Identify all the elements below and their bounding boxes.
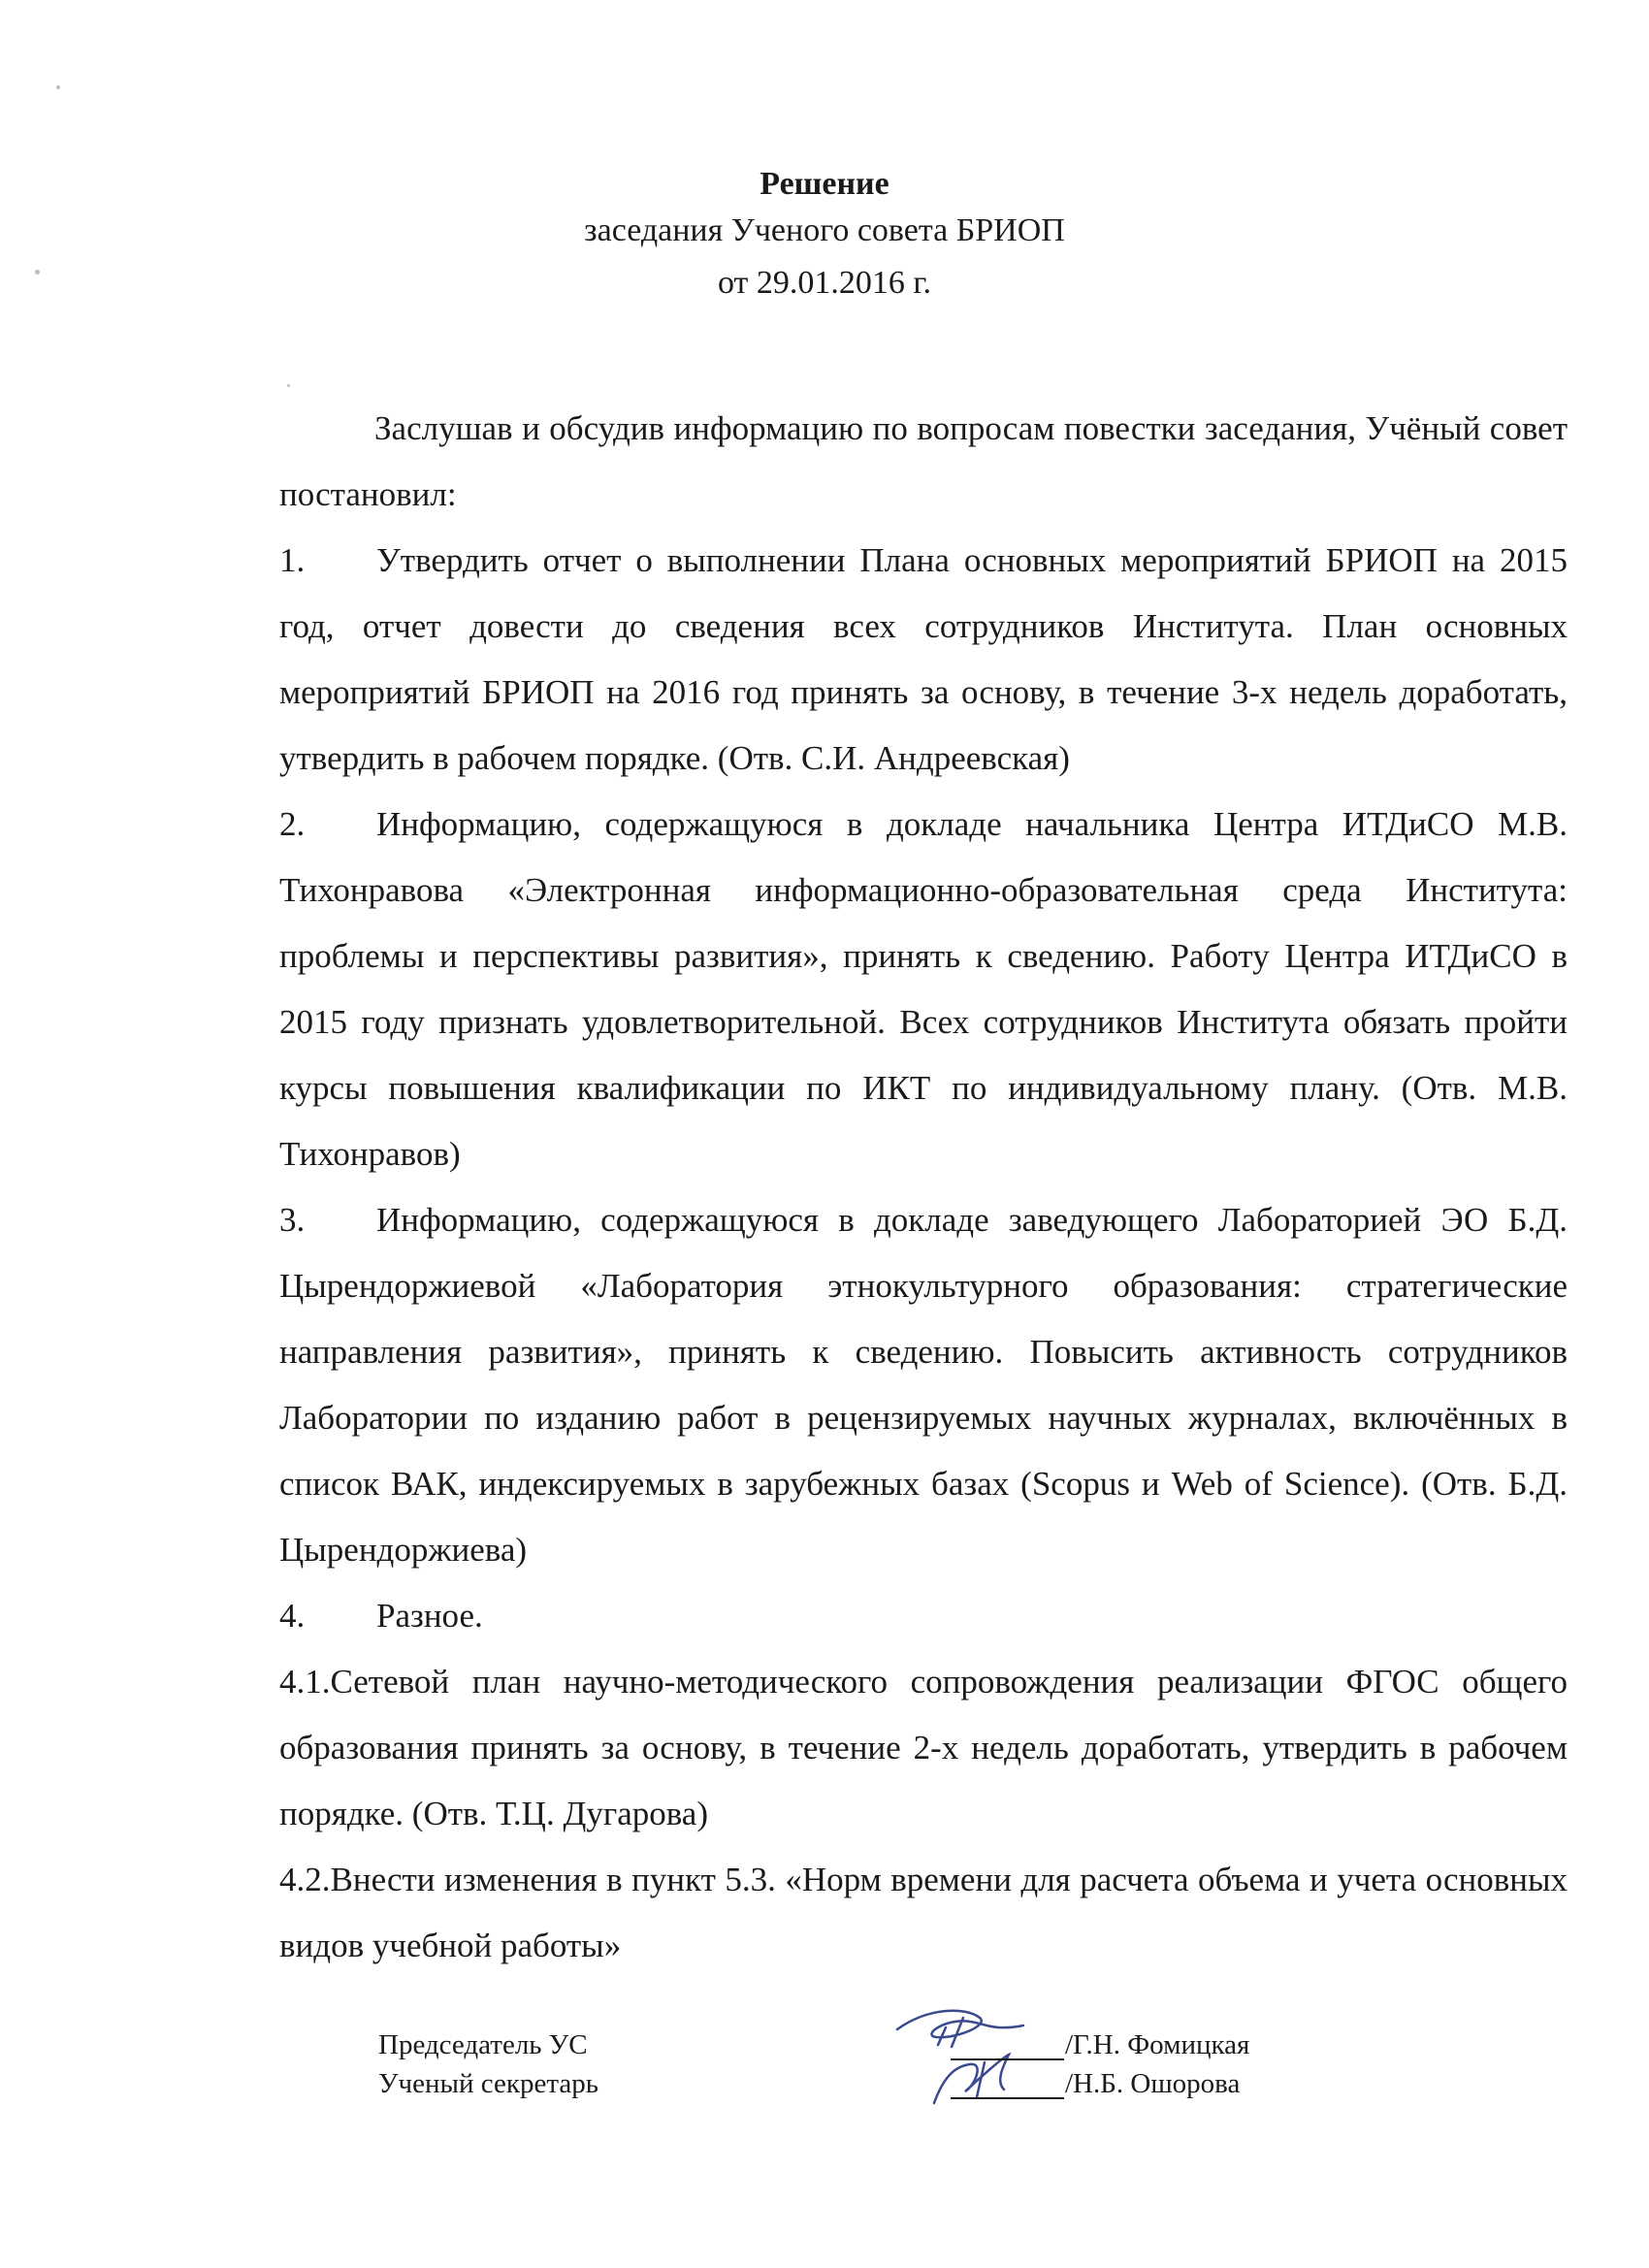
subitem-text: Внести изменения в пункт 5.3. «Норм времени для расчета объема и учета основных видов учебной работы» (279, 1861, 1568, 1964)
document-title: Решение (760, 166, 889, 202)
signature-row (378, 2025, 1348, 2064)
document-date: от 29.01.2016 г. (717, 265, 932, 301)
intro-paragraph: Заслушав и обсудив информацию по вопросам повестки заседания, Учёный совет постановил: (279, 409, 1568, 513)
signature-row (378, 2064, 1348, 2103)
subitem-number: 4.1. (279, 1663, 331, 1701)
subitem-text: Сетевой план научно-методического сопровождения реализации ФГОС общего образования принять за основу, в течение 2-х недель доработать, утвердить в рабочем порядке. (Отв. Т.Ц. Дугарова) (279, 1663, 1568, 1832)
resolution-subitem (279, 1847, 1568, 1979)
scan-speck (56, 85, 60, 89)
resolution-subitem (279, 1649, 1568, 1847)
item-number: 3. (279, 1201, 306, 1239)
signatory-role: Председатель УС (378, 2029, 588, 2060)
item-text: Утвердить отчет о выполнении Плана основных мероприятий БРИОП на 2015 год, отчет довести до сведения всех сотрудников Института. План основных мероприятий БРИОП на 2016 год принять за основу, в течение 3-х недель доработать, утвердить в рабочем порядке. (Отв. С.И. Андреевская) (279, 541, 1568, 777)
signature-line (951, 2025, 1064, 2060)
signatory-role: Ученый секретарь (378, 2068, 598, 2099)
scan-speck (287, 384, 290, 387)
resolution-item (279, 1583, 1568, 1649)
item-text: Разное. (376, 1597, 483, 1635)
signature-line (951, 2064, 1064, 2099)
subitem-number: 4.2. (279, 1861, 331, 1898)
resolution-item (279, 1187, 1568, 1583)
document-subtitle: заседания Ученого совета БРИОП (584, 212, 1065, 248)
resolution-item (279, 792, 1568, 1187)
signatory-name: /Г.Н. Фомицкая (1065, 2029, 1250, 2060)
signatory-name: /Н.Б. Ошорова (1065, 2068, 1241, 2099)
item-number: 2. (279, 805, 306, 843)
item-number: 4. (279, 1597, 306, 1635)
item-text: Информацию, содержащуюся в докладе заведующего Лабораторией ЭО Б.Д. Цырендоржиевой «Лаборатория этнокультурного образования: стратегические направления развития», принять к сведению. Повысить активность сотрудников Лаборатории по изданию работ в рецензируемых научных журналах, включённых в список ВАК, индексируемых в зарубежных базах (Scopus и Web of Science). (Отв. Б.Д. Цырендоржиева) (279, 1201, 1568, 1569)
item-number: 1. (279, 541, 306, 579)
item-text: Информацию, содержащуюся в докладе начальника Центра ИТДиСО М.В. Тихонравова «Электронная информационно-образовательная среда Института: проблемы и перспективы развития», принять к сведению. Работу Центра ИТДиСО в 2015 году признать удовлетворительной. Всех сотрудников Института обязать пройти курсы повышения квалификации по ИКТ по индивидуальному плану. (Отв. М.В. Тихонравов) (279, 805, 1568, 1173)
signature-block (378, 2025, 1348, 2103)
resolution-item (279, 528, 1568, 792)
resolution-body (279, 396, 1568, 1979)
